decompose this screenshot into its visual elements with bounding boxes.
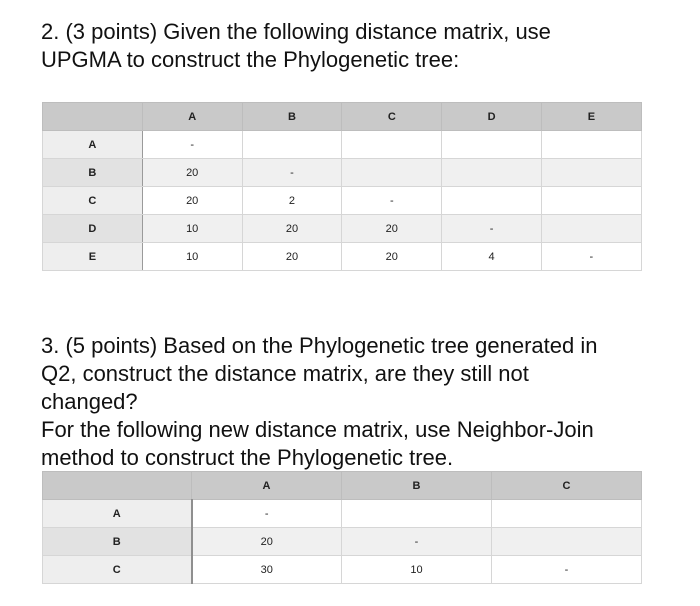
column-header: C — [492, 472, 642, 500]
table-cell: 20 — [192, 528, 342, 556]
table-cell — [492, 528, 642, 556]
table-cell — [442, 187, 542, 215]
table-cell: 20 — [142, 187, 242, 215]
corner-cell — [43, 472, 192, 500]
table-cell: 30 — [192, 556, 342, 584]
table-cell: 2 — [242, 187, 342, 215]
corner-cell — [43, 103, 143, 131]
row-header: D — [43, 215, 143, 243]
table-cell: - — [492, 556, 642, 584]
table-cell: 10 — [142, 215, 242, 243]
table-cell — [342, 131, 442, 159]
column-header: B — [342, 472, 492, 500]
table-header-row — [43, 472, 642, 500]
question-3-line: Q2, construct the distance matrix, are they still not — [41, 361, 529, 386]
table-cell: - — [142, 131, 242, 159]
table-cell: 20 — [342, 215, 442, 243]
row-header: E — [43, 243, 143, 271]
table-cell: - — [192, 500, 342, 528]
table-cell: - — [242, 159, 342, 187]
column-header: D — [442, 103, 542, 131]
column-header: E — [541, 103, 641, 131]
table-cell: 20 — [242, 243, 342, 271]
table-cell — [242, 131, 342, 159]
row-header: A — [43, 500, 192, 528]
column-header: A — [142, 103, 242, 131]
row-header: C — [43, 187, 143, 215]
table-cell — [541, 187, 641, 215]
row-header: A — [43, 131, 143, 159]
table-cell — [442, 159, 542, 187]
question-2-text — [41, 18, 661, 74]
distance-matrix-table-2 — [42, 471, 642, 584]
table-row — [43, 131, 642, 159]
question-3-line: 3. (5 points) Based on the Phylogenetic tree generated in — [41, 333, 598, 358]
table-cell — [492, 500, 642, 528]
row-header: B — [43, 528, 192, 556]
table-cell: 20 — [342, 243, 442, 271]
table-cell: - — [342, 528, 492, 556]
question-3-line: For the following new distance matrix, use Neighbor-Join — [41, 417, 594, 442]
table-row — [43, 528, 642, 556]
table-cell — [442, 131, 542, 159]
table-cell — [541, 159, 641, 187]
table-row — [43, 243, 642, 271]
question-3-line: method to construct the Phylogenetic tree. — [41, 445, 454, 470]
row-header: B — [43, 159, 143, 187]
row-header: C — [43, 556, 192, 584]
question-3-text — [41, 332, 671, 472]
table-cell: - — [342, 187, 442, 215]
table-cell — [342, 500, 492, 528]
table-row — [43, 556, 642, 584]
question-3-line: changed? — [41, 389, 138, 414]
table-row — [43, 187, 642, 215]
table-cell: 4 — [442, 243, 542, 271]
question-2-line: UPGMA to construct the Phylogenetic tree: — [41, 47, 460, 72]
table-header-row — [43, 103, 642, 131]
column-header: A — [192, 472, 342, 500]
table-cell: - — [442, 215, 542, 243]
column-header: C — [342, 103, 442, 131]
table-row — [43, 215, 642, 243]
question-2-line: 2. (3 points) Given the following distance matrix, use — [41, 19, 551, 44]
table-cell: 10 — [342, 556, 492, 584]
table-cell: 20 — [242, 215, 342, 243]
column-header: B — [242, 103, 342, 131]
table-cell — [342, 159, 442, 187]
table-cell: - — [541, 243, 641, 271]
table-row — [43, 159, 642, 187]
distance-matrix-table-1 — [42, 102, 642, 271]
table-cell: 20 — [142, 159, 242, 187]
table-row — [43, 500, 642, 528]
table-cell — [541, 131, 641, 159]
table-cell — [541, 215, 641, 243]
table-cell: 10 — [142, 243, 242, 271]
